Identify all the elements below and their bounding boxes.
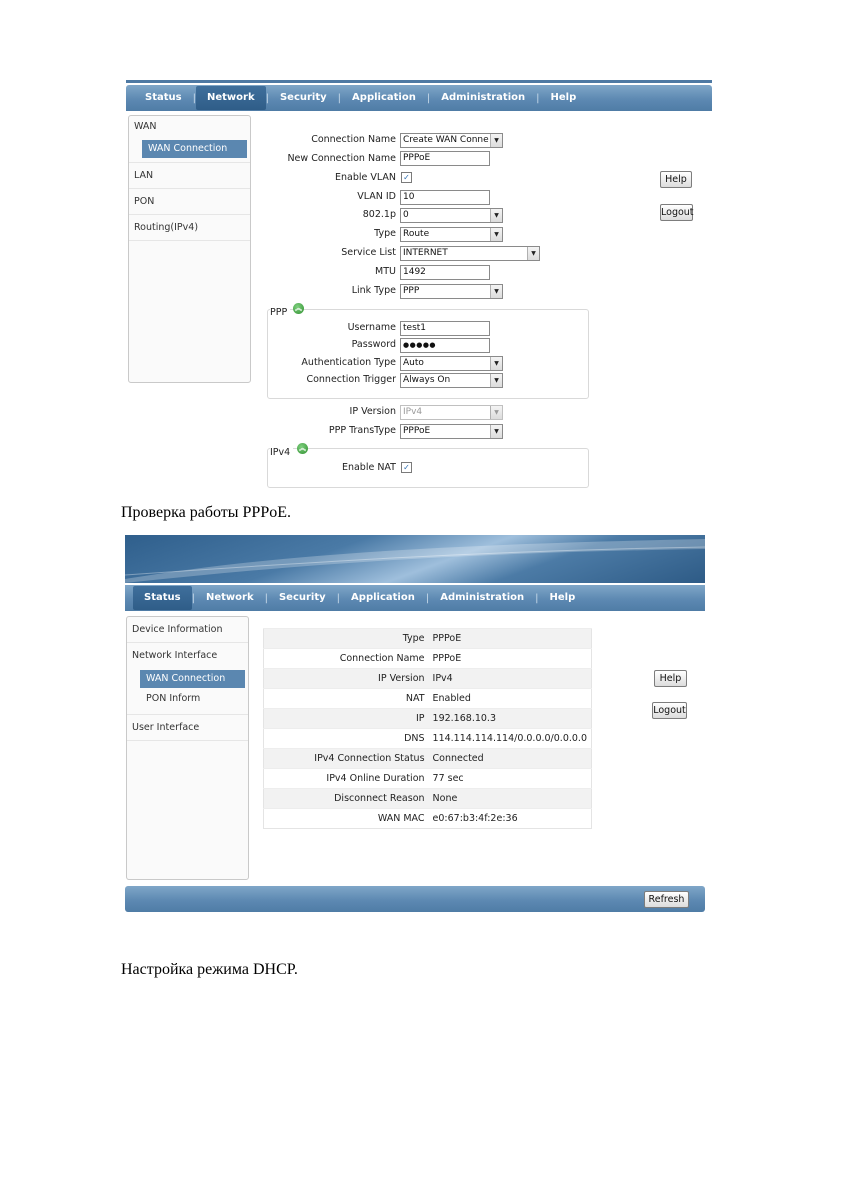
- nav-separator: |: [265, 92, 269, 104]
- status-value: None: [429, 789, 592, 809]
- nav-separator: |: [336, 592, 341, 604]
- status-key: IPv4 Online Duration: [264, 769, 429, 789]
- service-list-label: Service List: [341, 247, 396, 258]
- new-connection-name-input[interactable]: PPPoE: [400, 151, 490, 166]
- new-connection-name-label: New Connection Name: [287, 153, 396, 164]
- sidebar-item-wan-connection[interactable]: WAN Connection: [142, 140, 247, 158]
- select-value: Always On: [403, 375, 451, 385]
- collapse-icon[interactable]: ︽: [295, 304, 302, 312]
- refresh-button[interactable]: Refresh: [644, 891, 689, 908]
- nav-application[interactable]: Application: [351, 592, 415, 603]
- chevron-down-icon: ▼: [490, 425, 502, 438]
- sidebar-item-routing[interactable]: [129, 215, 250, 241]
- table-row: [264, 629, 592, 649]
- nav-separator: |: [191, 592, 195, 604]
- password-label: Password: [351, 339, 396, 350]
- status-key: IP: [264, 709, 429, 729]
- username-input[interactable]: test1: [400, 321, 490, 336]
- sidebar-item-wan-connection[interactable]: WAN Connection: [140, 670, 245, 688]
- status-value: 114.114.114.114/0.0.0.0/0.0.0.0: [429, 729, 592, 749]
- select-value: PPP: [403, 286, 420, 296]
- status-key: Type: [264, 629, 429, 649]
- table-row: [264, 709, 592, 729]
- help-button[interactable]: Help: [654, 670, 687, 687]
- status-key: IPv4 Connection Status: [264, 749, 429, 769]
- nav-help[interactable]: Help: [550, 92, 577, 103]
- sidebar-item-label: Device Information: [132, 624, 223, 635]
- chevron-down-icon: ▼: [490, 406, 502, 419]
- chevron-down-icon: ▼: [490, 228, 502, 241]
- help-button[interactable]: Help: [660, 171, 692, 188]
- caption-dhcp-setup: Настройка режима DHCP.: [121, 961, 298, 978]
- nav-separator: |: [536, 92, 540, 104]
- status-value: IPv4: [429, 669, 592, 689]
- table-row: [264, 809, 592, 829]
- chevron-down-icon: ▼: [490, 357, 502, 370]
- nav-administration[interactable]: Administration: [440, 592, 525, 603]
- auth-type-select[interactable]: [400, 356, 503, 371]
- ppp-transtype-label: PPP TransType: [328, 425, 396, 436]
- screenshot-1: [126, 80, 712, 490]
- ip-version-label: IP Version: [349, 406, 396, 417]
- password-input[interactable]: ●●●●●: [400, 338, 490, 353]
- select-value: Route: [403, 229, 430, 239]
- dot1p-label: 802.1p: [362, 209, 396, 220]
- status-key: Connection Name: [264, 649, 429, 669]
- sidebar-item-user-interface[interactable]: [127, 714, 248, 741]
- enable-nat-label: Enable NAT: [341, 462, 396, 473]
- table-row: [264, 749, 592, 769]
- chevron-down-icon: ▼: [490, 374, 502, 387]
- enable-vlan-checkbox[interactable]: ✓: [401, 172, 412, 183]
- sidebar-item-label: LAN: [134, 170, 154, 181]
- caption-pppoe-check: Проверка работы PPPoE.: [121, 504, 291, 521]
- table-row: [264, 789, 592, 809]
- connection-name-select[interactable]: [400, 133, 503, 148]
- chevron-down-icon: ▼: [490, 285, 502, 298]
- sidebar: [128, 115, 251, 383]
- header-banner: [125, 535, 705, 583]
- select-value: IPv4: [403, 407, 423, 417]
- nav-separator: |: [535, 592, 539, 604]
- nav-separator: |: [337, 92, 342, 104]
- ppp-group-title: PPP: [270, 307, 290, 318]
- sidebar-item-wan[interactable]: [129, 116, 250, 138]
- screenshot-2: [125, 535, 705, 913]
- select-value: INTERNET: [403, 248, 448, 258]
- enable-vlan-label: Enable VLAN: [335, 172, 396, 183]
- ipv4-group-title: IPv4: [270, 447, 293, 458]
- main-nav: [125, 585, 705, 611]
- select-value: Create WAN Conne: [403, 135, 489, 145]
- status-key: Disconnect Reason: [264, 789, 429, 809]
- nav-network[interactable]: Network: [205, 592, 254, 603]
- nav-status[interactable]: Status: [145, 92, 182, 103]
- status-value: Connected: [429, 749, 592, 769]
- vlan-id-input[interactable]: 10: [400, 190, 490, 205]
- sidebar: [126, 616, 249, 880]
- status-value: 77 sec: [429, 769, 592, 789]
- logout-button[interactable]: Logout: [660, 204, 693, 221]
- auth-type-label: Authentication Type: [301, 357, 396, 368]
- nav-status[interactable]: Status: [133, 586, 192, 610]
- sidebar-item-label: WAN: [134, 121, 157, 132]
- nav-separator: |: [426, 92, 431, 104]
- sidebar-item-label: PON: [134, 196, 155, 207]
- conn-trigger-label: Connection Trigger: [306, 374, 396, 385]
- banner-swoosh: [125, 535, 705, 583]
- status-value: Enabled: [429, 689, 592, 709]
- sidebar-item-pon[interactable]: [129, 189, 250, 215]
- logout-button[interactable]: Logout: [652, 702, 687, 719]
- table-row: [264, 729, 592, 749]
- table-row: [264, 669, 592, 689]
- status-key: WAN MAC: [264, 809, 429, 829]
- sidebar-item-pon-inform[interactable]: PON Inform: [146, 693, 201, 704]
- status-value: 192.168.10.3: [429, 709, 592, 729]
- sidebar-item-label: Network Interface: [132, 650, 218, 661]
- chevron-down-icon: ▼: [527, 247, 539, 260]
- conn-trigger-select[interactable]: [400, 373, 503, 388]
- select-value: 0: [403, 210, 409, 220]
- nav-separator: |: [264, 592, 268, 604]
- vlan-id-label: VLAN ID: [357, 191, 396, 202]
- ip-version-select: [400, 405, 503, 420]
- status-value: PPPoE: [429, 649, 592, 669]
- chevron-down-icon: ▼: [490, 134, 502, 147]
- nav-security[interactable]: Security: [278, 592, 326, 603]
- mtu-input[interactable]: 1492: [400, 265, 490, 280]
- sidebar-item-lan[interactable]: [129, 162, 250, 189]
- select-value: PPPoE: [403, 426, 431, 436]
- status-value: PPPoE: [429, 629, 592, 649]
- collapse-icon[interactable]: ︽: [299, 444, 306, 452]
- mtu-label: MTU: [375, 266, 396, 277]
- dot1p-select[interactable]: [400, 208, 503, 223]
- nav-security[interactable]: Security: [279, 92, 327, 103]
- sidebar-item-label: Routing(IPv4): [134, 222, 199, 233]
- service-list-select[interactable]: [400, 246, 540, 261]
- nav-network[interactable]: Network: [196, 86, 266, 110]
- top-accent-line: [126, 80, 712, 83]
- status-key: IP Version: [264, 669, 429, 689]
- table-row: [264, 649, 592, 669]
- link-type-select[interactable]: [400, 284, 503, 299]
- sidebar-item-network-interface[interactable]: [127, 643, 248, 668]
- nav-administration[interactable]: Administration: [441, 92, 526, 103]
- status-value: e0:67:b3:4f:2e:36: [429, 809, 592, 829]
- link-type-label: Link Type: [351, 285, 396, 296]
- nav-application[interactable]: Application: [352, 92, 416, 103]
- ppp-transtype-select[interactable]: [400, 424, 503, 439]
- username-label: Username: [347, 322, 396, 333]
- enable-nat-checkbox[interactable]: ✓: [401, 462, 412, 473]
- connection-name-label: Connection Name: [311, 134, 396, 145]
- type-select[interactable]: [400, 227, 503, 242]
- wan-status-table: [263, 628, 592, 829]
- sidebar-item-label: User Interface: [132, 722, 200, 733]
- type-label: Type: [374, 228, 396, 239]
- table-row: [264, 769, 592, 789]
- status-key: NAT: [264, 689, 429, 709]
- nav-separator: |: [192, 92, 196, 104]
- main-nav: [126, 85, 712, 111]
- nav-separator: |: [425, 592, 430, 604]
- chevron-down-icon: ▼: [490, 209, 502, 222]
- nav-help[interactable]: Help: [549, 592, 576, 603]
- status-table-body: [264, 629, 592, 829]
- status-key: DNS: [264, 729, 429, 749]
- sidebar-item-device-information[interactable]: [127, 617, 248, 643]
- select-value: Auto: [403, 358, 424, 368]
- table-row: [264, 689, 592, 709]
- footer-bar: [125, 886, 705, 912]
